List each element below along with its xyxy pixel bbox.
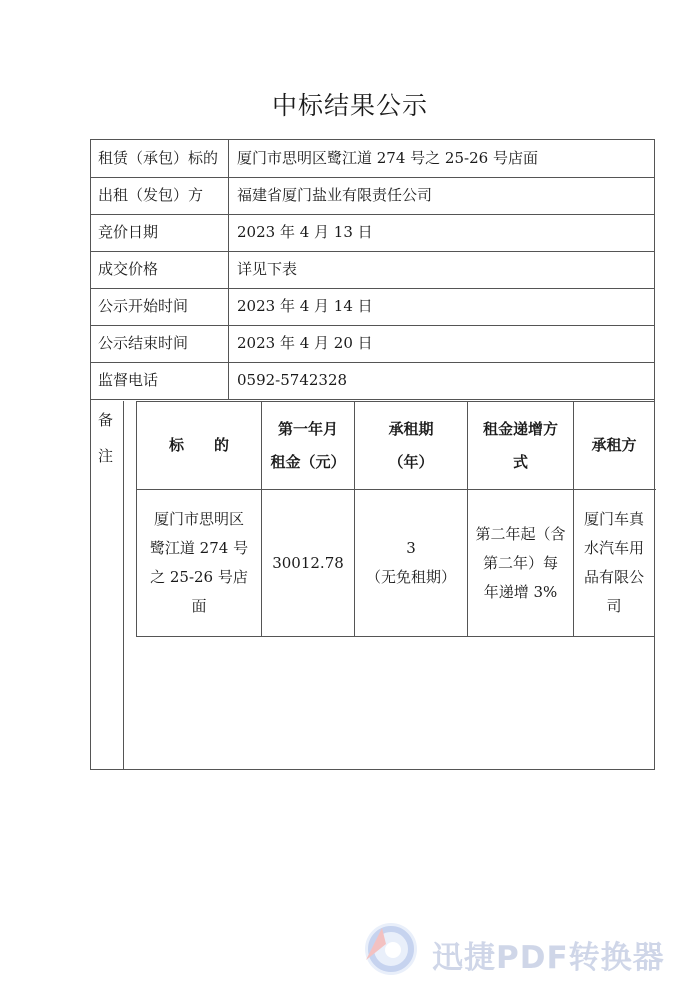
price-cell-monthly-rent [262, 490, 355, 636]
header-line: 承租方 [591, 436, 637, 454]
cell-line: 3 [406, 539, 416, 557]
table-row [91, 362, 654, 400]
price-header-increase-method [468, 402, 574, 489]
row-label: 竞价日期 [91, 214, 229, 251]
price-header-lessee [574, 402, 654, 489]
table-row [91, 177, 654, 215]
row-value: 详见下表 [237, 260, 298, 278]
price-cell-increase-method [468, 490, 574, 636]
header-line: （年） [388, 452, 434, 471]
price-table [136, 401, 655, 637]
price-cell-lessee [574, 490, 654, 636]
cell-line: 第二年）每 [482, 553, 558, 572]
row-value: 2023 年 4 月 20 日 [237, 334, 373, 352]
cell-line: （无免租期） [365, 568, 456, 586]
cell-line: 年递增 3% [483, 582, 558, 601]
price-header-monthly-rent [262, 402, 355, 489]
table-row [91, 251, 654, 289]
cell-line: 厦门车真 [583, 510, 644, 528]
table-row [91, 288, 654, 326]
cell-line: 司 [606, 597, 622, 615]
row-value: 0592-5742328 [237, 371, 348, 389]
row-label: 监督电话 [91, 362, 229, 399]
table-row [91, 325, 654, 363]
note-label-char: 备 [98, 411, 114, 429]
table-row [91, 214, 654, 252]
price-header-subject [137, 402, 262, 489]
cell-line: 品有限公 [583, 568, 644, 586]
row-value: 2023 年 4 月 13 日 [237, 223, 373, 241]
cell-line: 30012.78 [272, 553, 344, 572]
price-cell-subject [137, 490, 262, 636]
row-label: 租赁（承包）标的 [91, 140, 229, 177]
header-line: 式 [512, 452, 528, 471]
header-line: 承租期 [388, 419, 434, 438]
page-title: 中标结果公示 [271, 91, 428, 120]
cell-line: 水汽车用 [583, 539, 644, 557]
header-line: 租金（元） [270, 452, 346, 471]
xunjie-logo-icon [360, 920, 422, 980]
row-label: 公示开始时间 [91, 288, 229, 325]
cell-line: 第二年起（含 [475, 524, 566, 543]
price-header-lease-term [355, 402, 468, 489]
note-label-char: 注 [98, 447, 114, 465]
cell-line: 厦门市思明区 [153, 510, 244, 528]
watermark-text: 迅捷PDF转换器 [432, 940, 665, 976]
price-cell-lease-term [355, 490, 468, 636]
row-value: 福建省厦门盐业有限责任公司 [237, 186, 433, 204]
row-label: 公示结束时间 [91, 325, 229, 362]
row-label: 成交价格 [91, 251, 229, 288]
watermark [360, 920, 690, 980]
row-label: 出租（发包）方 [91, 177, 229, 214]
cell-line: 面 [191, 597, 207, 615]
note-label [91, 401, 124, 769]
header-line: 租金递增方 [482, 419, 558, 438]
cell-line: 鹭江道 274 号 [149, 539, 249, 557]
table-row [91, 140, 654, 178]
row-value: 厦门市思明区鹭江道 274 号之 25-26 号店面 [237, 149, 538, 167]
cell-line: 之 25-26 号店 [150, 568, 248, 586]
header-line: 标 的 [168, 436, 229, 454]
header-line: 第一年月 [277, 419, 338, 438]
row-value: 2023 年 4 月 14 日 [237, 297, 373, 315]
